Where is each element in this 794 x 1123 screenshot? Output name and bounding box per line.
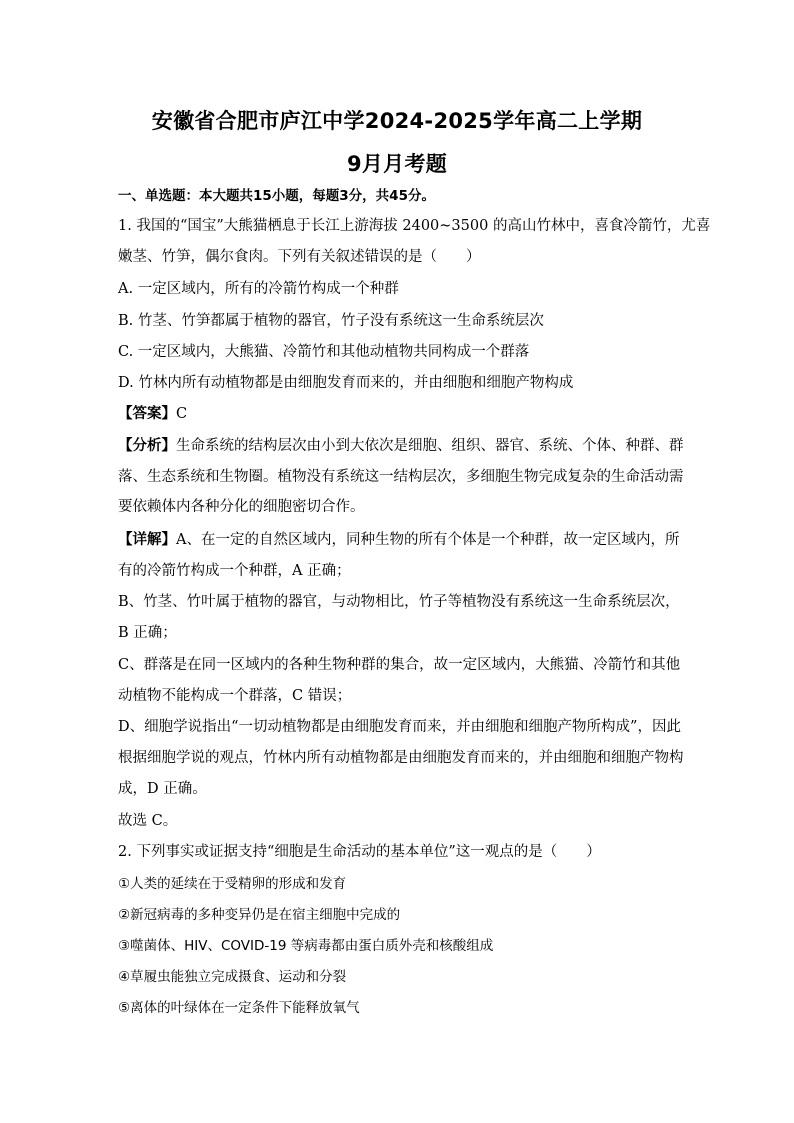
document-title-line2: 9月月考题: [346, 152, 448, 176]
q1-detail-line6: 动植物不能构成一个群落，C 错误；: [118, 688, 352, 704]
q1-conclusion: 故选 C。: [118, 813, 178, 829]
q1-detail-line7: D、细胞学说指出“一切动植物都是由细胞发育而来，并由细胞和细胞产物所构成”，因此: [118, 719, 681, 735]
q2-item-3: ③噬菌体、HIV、COVID-19 等病毒都由蛋白质外壳和核酸组成: [118, 938, 494, 954]
q1-detail-line2: 有的冷箭竹构成一个种群，A 正确；: [118, 563, 351, 579]
q1-answer: [118, 404, 187, 424]
q1-detail-line5: C、群落是在同一区域内的各种生物种群的集合，故一定区域内，大熊猫、冷箭竹和其他: [118, 657, 681, 673]
q2-item-4: ④草履虫能独立完成摄食、运动和分裂: [118, 969, 347, 985]
section-heading: 一、单选题：本大题共15小题，每题3分，共45分。: [118, 188, 435, 204]
detail-text: A、在一定的自然区域内，同种生物的所有个体是一个种群，故一定区域内，所: [176, 532, 680, 548]
answer-tag: 【答案】: [118, 405, 176, 422]
q2-item-1: ①人类的延续在于受精卵的形成和发育: [118, 876, 347, 892]
q1-option-c: C. 一定区域内，大熊猫、冷箭竹和其他动植物共同构成一个群落: [118, 344, 530, 360]
q1-option-a: A. 一定区域内，所有的冷箭竹构成一个种群: [118, 281, 399, 297]
q1-option-b: B. 竹茎、竹笋都属于植物的器官，竹子没有系统这一生命系统层次: [118, 313, 544, 329]
analysis-text: 生命系统的结构层次由小到大依次是细胞、组织、器官、系统、个体、种群、群: [176, 438, 684, 454]
q2-item-2: ②新冠病毒的多种变异仍是在宿主细胞中完成的: [118, 907, 401, 923]
answer-value: C: [176, 406, 188, 422]
q1-stem-line2: 嫩茎、竹笋，偶尔食肉。下列有关叙述错误的是（ ）: [118, 249, 481, 265]
q2-stem: 2. 下列事实或证据支持“细胞是生命活动的基本单位”这一观点的是（ ）: [118, 844, 601, 860]
q1-detail-line1: [118, 530, 679, 550]
q1-option-d: D. 竹林内所有动植物都是由细胞发育而来的，并由细胞和细胞产物构成: [118, 375, 574, 391]
analysis-tag: 【分析】: [118, 437, 176, 454]
document-title-line1: 安徽省合肥市庐江中学2024-2025学年高二上学期: [151, 109, 643, 133]
q1-analysis-line1: [118, 436, 684, 456]
q1-analysis-line3: 要依赖体内各种分化的细胞密切合作。: [118, 499, 365, 515]
q1-analysis-line2: 落、生态系统和生物圈。植物没有系统这一结构层次，多细胞生物完成复杂的生命活动需: [118, 469, 684, 485]
q1-stem-line1: 1. 我国的“国宝”大熊猫栖息于长江上游海拔 2400~3500 的高山竹林中，喜食冷箭竹，尤喜: [118, 218, 711, 234]
q1-detail-line3: B、竹茎、竹叶属于植物的器官，与动物相比，竹子等植物没有系统这一生命系统层次，: [118, 594, 680, 610]
q1-detail-line4: B 正确；: [118, 625, 177, 641]
q2-item-5: ⑤离体的叶绿体在一定条件下能释放氧气: [118, 1000, 360, 1016]
detail-tag: 【详解】: [118, 531, 176, 548]
q1-detail-line8: 根据细胞学说的观点，竹林内所有动植物都是由细胞发育而来的，并由细胞和细胞产物构: [118, 750, 684, 766]
q1-detail-line9: 成，D 正确。: [118, 781, 207, 797]
